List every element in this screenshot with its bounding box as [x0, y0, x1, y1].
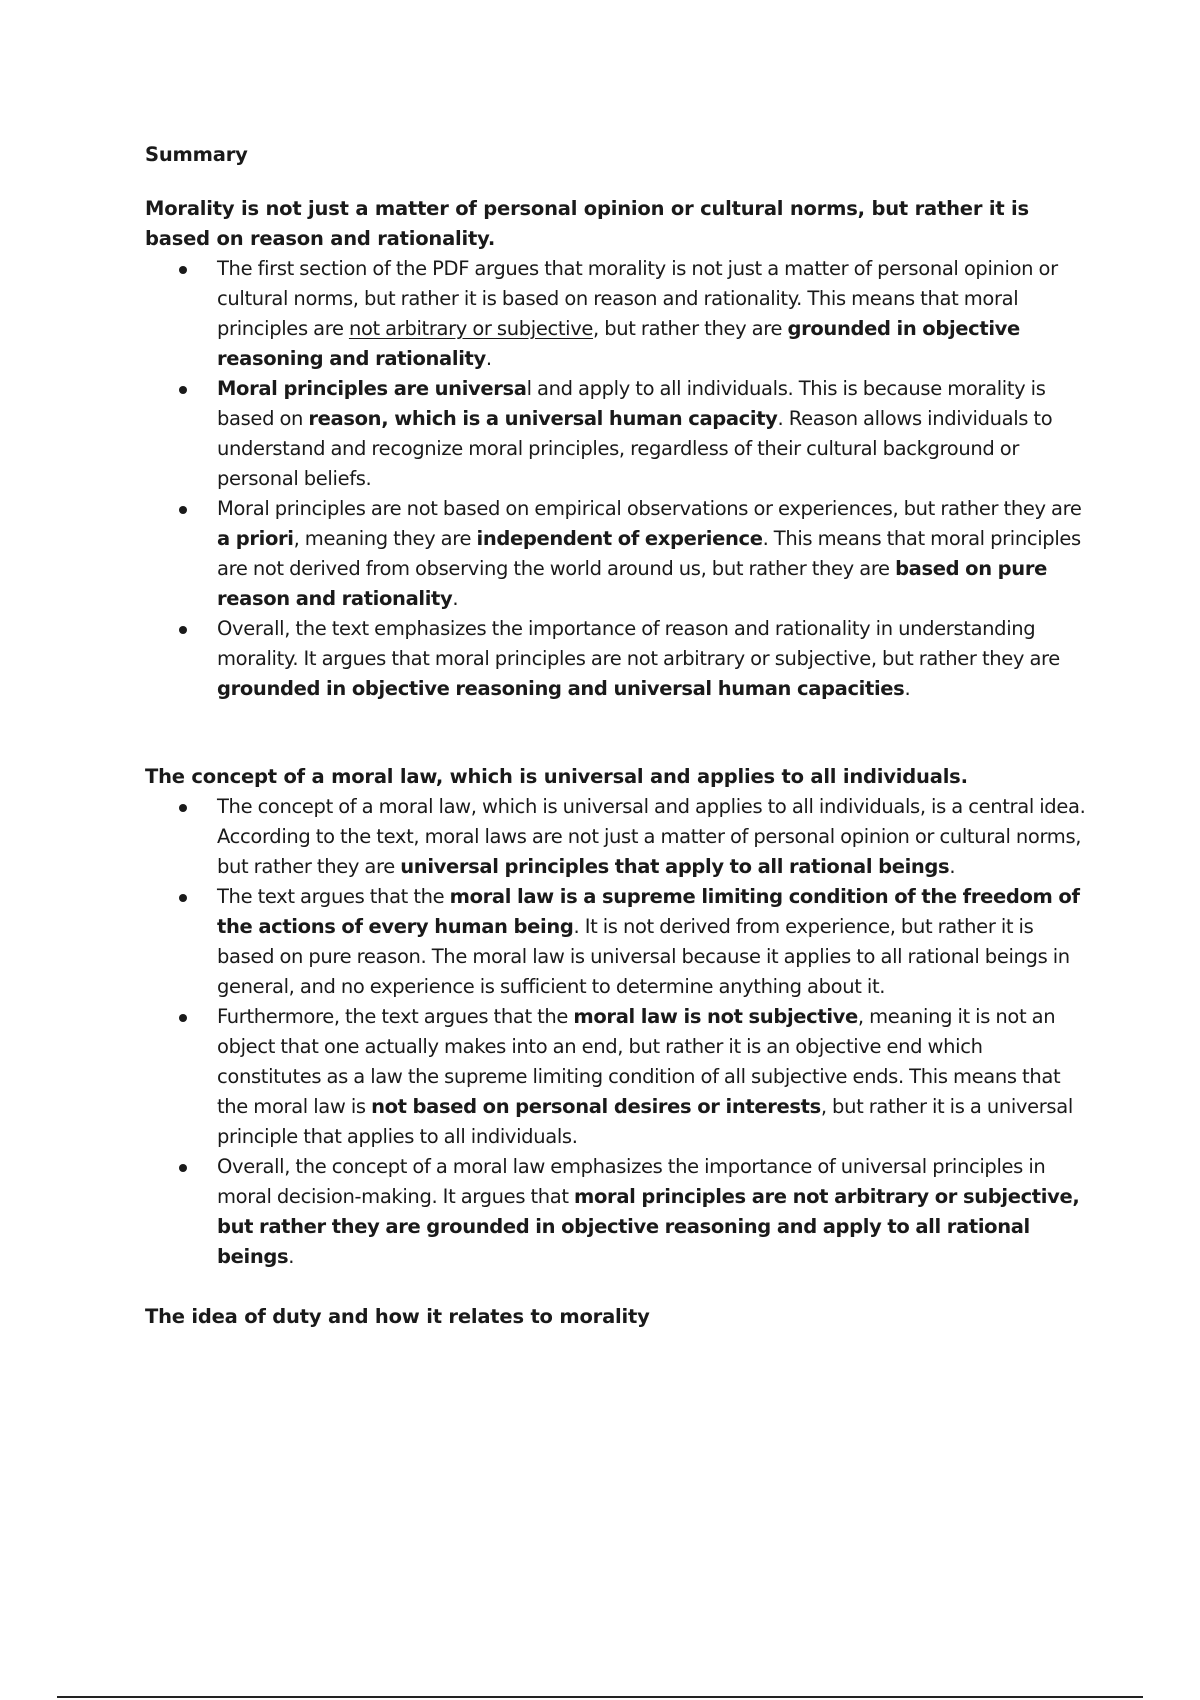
section-heading: The idea of duty and how it relates to morality — [145, 1305, 650, 1328]
list-item: Overall, the concept of a moral law emphasizes the importance of universal principles in moral decision-making. It argues that moral principles are not arbitrary or subjective, but rather they are grounded in objective reasoning and apply to all rational beings. — [217, 1152, 1090, 1272]
bullet-list — [145, 254, 1090, 704]
section-heading: The concept of a moral law, which is universal and applies to all individuals. — [145, 765, 968, 788]
document-title: Summary — [145, 143, 248, 166]
list-item: The text argues that the moral law is a supreme limiting condition of the freedom of the actions of every human being. It is not derived from experience, but rather it is based on pure reason. The moral law is universal because it applies to all rational beings in general, and no experience is sufficient to determine anything about it. — [217, 882, 1090, 1002]
list-item: Moral principles are universal and apply to all individuals. This is because morality is based on reason, which is a universal human capacity. Reason allows individuals to understand and recognize moral principles, regardless of their cultural background or personal beliefs. — [217, 374, 1090, 494]
list-item: The first section of the PDF argues that morality is not just a matter of personal opinion or cultural norms, but rather it is based on reason and rationality. This means that moral principles are not arbitrary or subjective, but rather they are grounded in objective reasoning and rationality. — [217, 254, 1090, 374]
list-item: The concept of a moral law, which is universal and applies to all individuals, is a central idea. According to the text, moral laws are not just a matter of personal opinion or cultural norms, but rather they are universal principles that apply to all rational beings. — [217, 792, 1090, 882]
document-page — [145, 140, 1090, 1332]
section-heading: Morality is not just a matter of personal opinion or cultural norms, but rather it is based on reason and rationality. — [145, 197, 1029, 250]
footer-divider — [57, 1696, 1143, 1698]
bullet-list — [145, 792, 1090, 1272]
list-item: Furthermore, the text argues that the moral law is not subjective, meaning it is not an object that one actually makes into an end, but rather it is an objective end which constitutes as a law the supreme limiting condition of all subjective ends. This means that the moral law is not based on personal desires or interests, but rather it is a universal principle that applies to all individuals. — [217, 1002, 1090, 1152]
list-item: Overall, the text emphasizes the importance of reason and rationality in understanding morality. It argues that moral principles are not arbitrary or subjective, but rather they are grounded in objective reasoning and universal human capacities. — [217, 614, 1090, 704]
list-item: Moral principles are not based on empirical observations or experiences, but rather they are a priori, meaning they are independent of experience. This means that moral principles are not derived from observing the world around us, but rather they are based on pure reason and rationality. — [217, 494, 1090, 614]
